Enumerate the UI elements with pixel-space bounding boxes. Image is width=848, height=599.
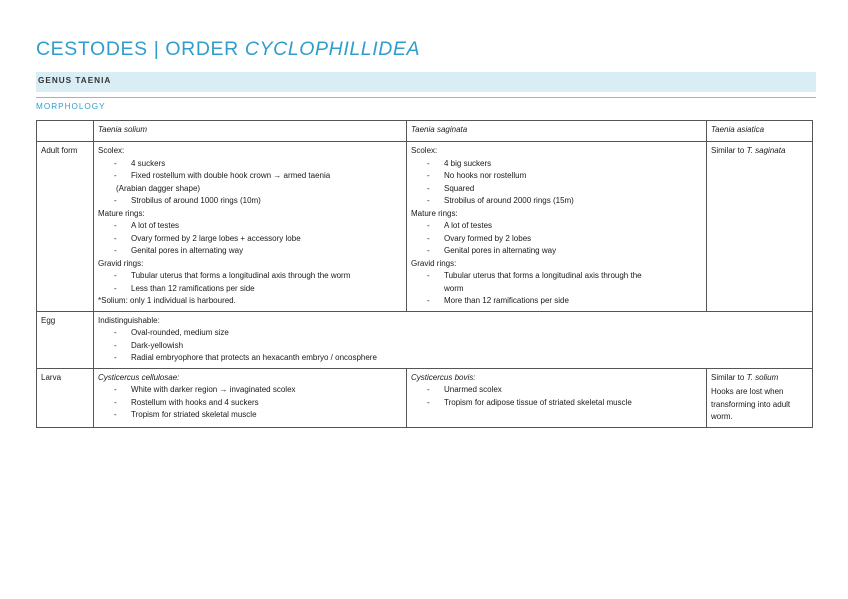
list-item: - A lot of testes <box>411 220 702 233</box>
cell-larva-saginata <box>407 368 707 427</box>
cell-larva-solium <box>94 368 407 427</box>
mature-rings-label: Mature rings: <box>411 208 458 218</box>
section-header-genus-taenia: GENUS TAENIA <box>36 72 816 92</box>
row-larva <box>37 368 813 427</box>
list-item: - Genital pores in alternating way <box>411 245 702 258</box>
header-taenia-asiatica: Taenia asiatica <box>707 121 813 142</box>
cell-adult-solium <box>94 142 407 312</box>
list-item: - No hooks nor rostellum <box>411 170 702 183</box>
list-item-text: Tubular uterus that forms a longitudinal axis through the <box>444 271 642 280</box>
larva-asiatica-note: Hooks are lost when transforming into adult worm. <box>711 387 791 421</box>
scolex-list-cont <box>98 195 402 208</box>
row-label-egg: Egg <box>37 311 94 368</box>
gravid-rings-list <box>411 270 702 308</box>
gravid-rings-label: Gravid rings: <box>411 258 457 268</box>
larva-saginata-intro: Cysticercus bovis: <box>411 372 476 382</box>
list-item: - Ovary formed by 2 large lobes + accessory lobe <box>98 233 402 246</box>
row-label-larva: Larva <box>37 368 94 427</box>
list-item: - Genital pores in alternating way <box>98 245 402 258</box>
cell-adult-asiatica: Similar to T. saginata <box>707 142 813 312</box>
list-item: - Strobilus of around 1000 rings (10m) <box>98 195 402 208</box>
list-item <box>411 270 702 295</box>
larva-solium-intro: Cysticercus cellulosae: <box>98 372 180 382</box>
mature-rings-list <box>98 220 402 258</box>
morphology-table <box>36 120 813 428</box>
larva-asiatica-similar: Similar to T. solium <box>711 372 779 382</box>
header-taenia-solium: Taenia solium <box>94 121 407 142</box>
list-item: - Strobilus of around 2000 rings (15m) <box>411 195 702 208</box>
header-taenia-saginata: Taenia saginata <box>407 121 707 142</box>
mature-rings-label: Mature rings: <box>98 208 145 218</box>
list-item: - Tropism for striated skeletal muscle <box>98 409 402 422</box>
list-item: - More than 12 ramifications per side <box>411 295 702 308</box>
list-item: - Less than 12 ramifications per side <box>98 283 402 296</box>
gravid-rings-list <box>98 270 402 295</box>
list-item: - 4 big suckers <box>411 158 702 171</box>
larva-saginata-list <box>411 384 702 409</box>
list-item: - Radial embryophore that protects an hexacanth embryo / oncosphere <box>98 352 808 365</box>
row-egg <box>37 311 813 368</box>
solium-note: *Solium: only 1 individual is harboured. <box>98 296 236 305</box>
subsection-morphology: MORPHOLOGY <box>36 102 106 111</box>
list-item: - A lot of testes <box>98 220 402 233</box>
mature-rings-list <box>411 220 702 258</box>
row-label-adult-form: Adult form <box>37 142 94 312</box>
list-item-continuation: worm <box>444 283 464 293</box>
list-item: - Squared <box>411 183 702 196</box>
scolex-label: Scolex: <box>411 146 438 155</box>
list-item: - Oval-rounded, medium size <box>98 327 808 340</box>
page-title: CESTODES | ORDER CYCLOPHILLIDEA <box>36 38 421 60</box>
row-adult-form <box>37 142 813 312</box>
scolex-label: Scolex: <box>98 146 125 155</box>
header-empty <box>37 121 94 142</box>
cell-adult-saginata <box>407 142 707 312</box>
list-item: - 4 suckers <box>98 158 402 171</box>
section-divider <box>36 97 816 98</box>
cell-egg <box>94 311 813 368</box>
list-item: - Unarmed scolex <box>411 384 702 397</box>
list-item: - White with darker region → invaginated scolex <box>98 384 402 397</box>
list-item: - Tropism for adipose tissue of striated skeletal muscle <box>411 397 702 410</box>
gravid-rings-label: Gravid rings: <box>98 258 144 268</box>
list-item: - Tubular uterus that forms a longitudinal axis through the worm <box>98 270 402 283</box>
list-item: - Rostellum with hooks and 4 suckers <box>98 397 402 410</box>
egg-intro: Indistinguishable: <box>98 315 160 325</box>
table-header-row <box>37 121 813 142</box>
larva-solium-list <box>98 384 402 422</box>
egg-list <box>98 327 808 365</box>
scolex-list <box>411 158 702 208</box>
scolex-list <box>98 158 402 183</box>
list-item: - Dark-yellowish <box>98 340 808 353</box>
cell-larva-asiatica <box>707 368 813 427</box>
list-item: - Ovary formed by 2 lobes <box>411 233 702 246</box>
list-item: - Fixed rostellum with double hook crown → armed taenia <box>98 170 402 183</box>
list-item-continuation: (Arabian dagger shape) <box>116 183 201 193</box>
